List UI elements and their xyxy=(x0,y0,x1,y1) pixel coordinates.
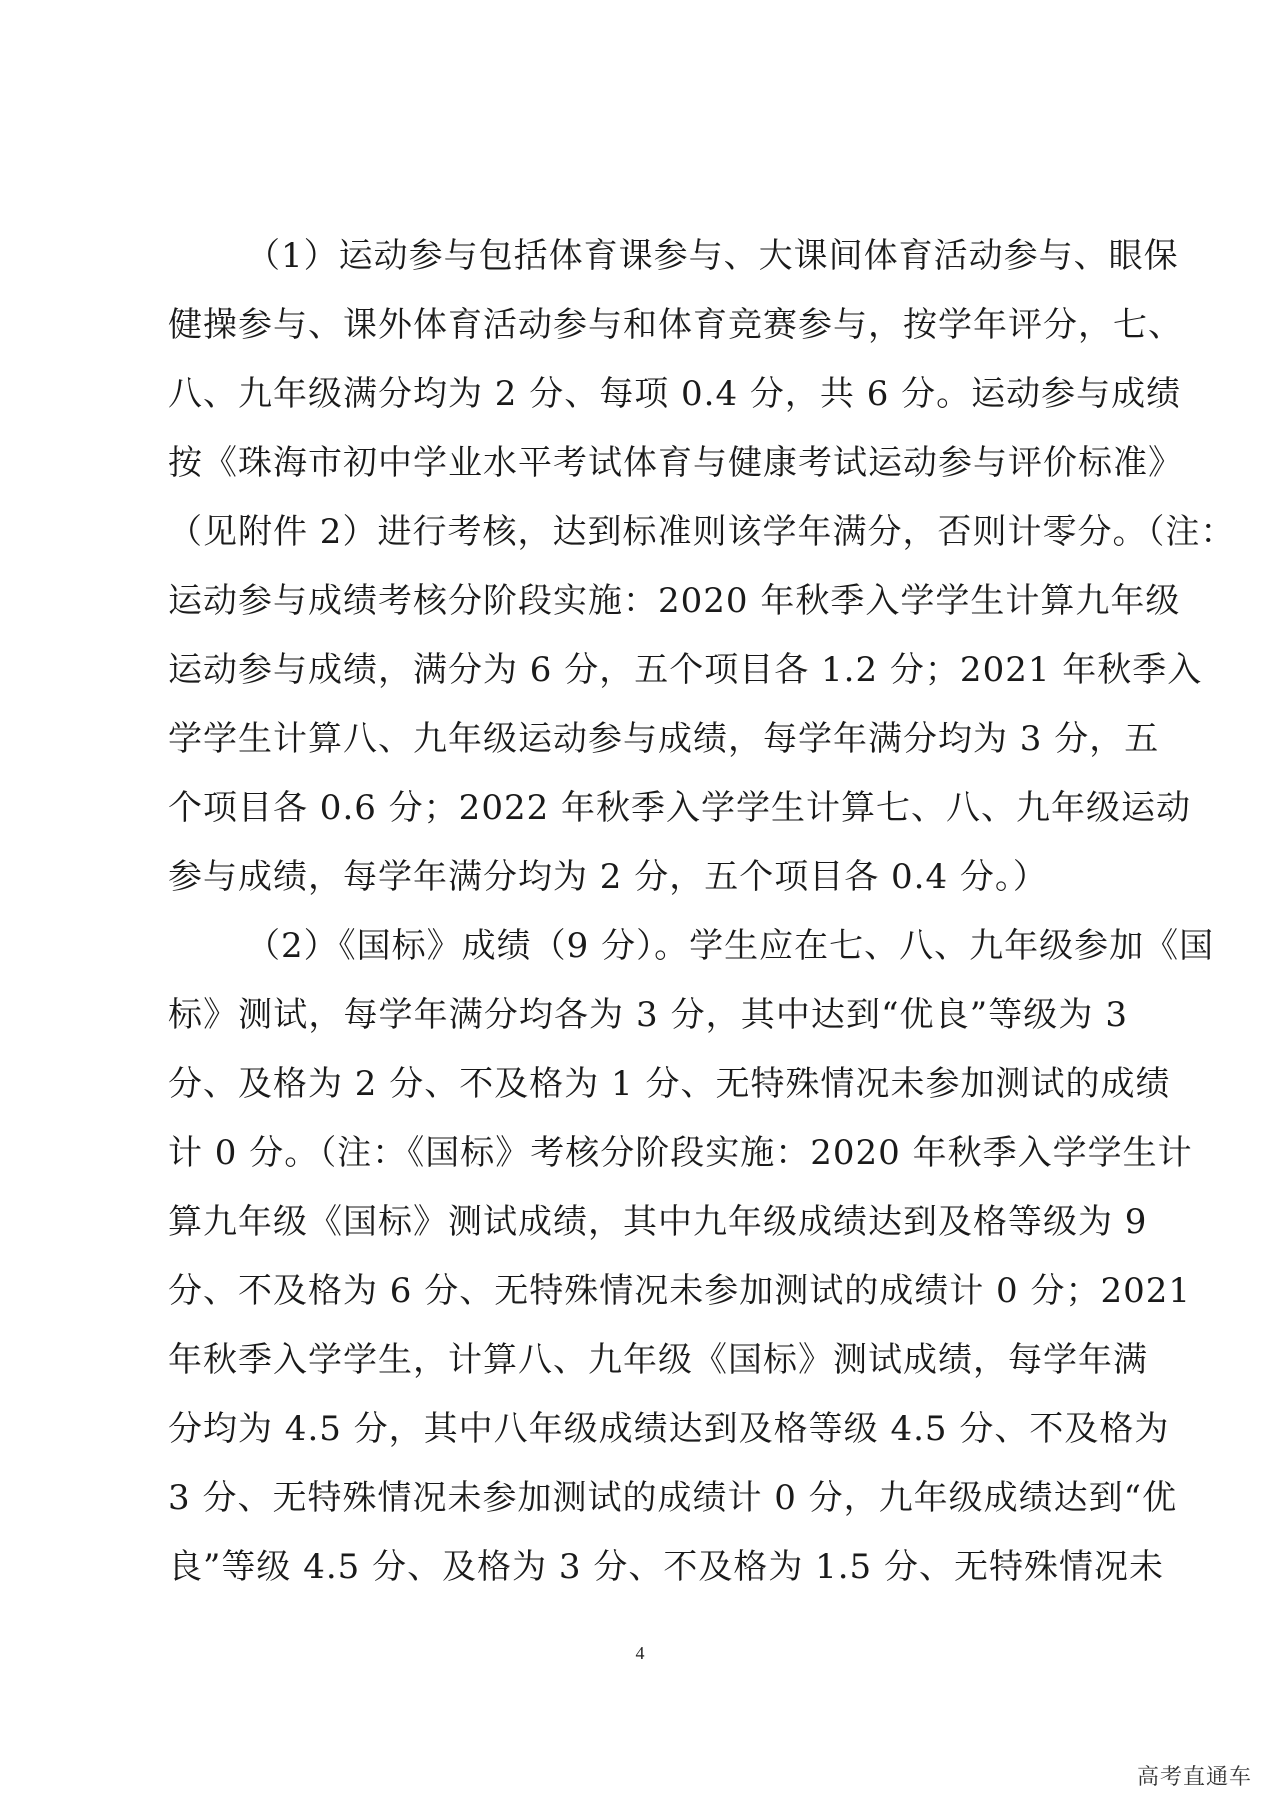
paragraph-2-line: （2）《国标》成绩（9 分）。学生应在七、八、九年级参加《国 xyxy=(246,926,1215,966)
paragraph-1-line: 个项目各 0.6 分；2022 年秋季入学学生计算七、八、九年级运动 xyxy=(168,788,1192,828)
paragraph-1-line: （见附件 2）进行考核，达到标准则该学年满分，否则计零分。（注： xyxy=(168,512,1236,552)
paragraph-2-line: 3 分、无特殊情况未参加测试的成绩计 0 分，九年级成绩达到“优 xyxy=(168,1478,1178,1518)
paragraph-1-line: 参与成绩，每学年满分均为 2 分，五个项目各 0.4 分。） xyxy=(168,857,1048,897)
paragraph-1-line: 运动参与成绩，满分为 6 分，五个项目各 1.2 分；2021 年秋季入 xyxy=(168,650,1203,690)
paragraph-2-line: 分、不及格为 6 分、无特殊情况未参加测试的成绩计 0 分；2021 xyxy=(168,1271,1192,1311)
paragraph-1-line: 按《珠海市初中学业水平考试体育与健康考试运动参与评价标准》 xyxy=(168,443,1183,483)
paragraph-2-line: 分均为 4.5 分，其中八年级成绩达到及格等级 4.5 分、不及格为 xyxy=(168,1409,1170,1449)
paragraph-2-line: 分、及格为 2 分、不及格为 1 分、无特殊情况未参加测试的成绩 xyxy=(168,1064,1171,1104)
paragraph-2-line: 标》测试，每学年满分均各为 3 分，其中达到“优良”等级为 3 xyxy=(168,995,1128,1035)
paragraph-1-line: 运动参与成绩考核分阶段实施：2020 年秋季入学学生计算九年级 xyxy=(168,581,1181,621)
page-number: 4 xyxy=(635,1643,645,1663)
watermark-text: 高考直通车 xyxy=(1136,1765,1252,1790)
paragraph-2-line: 年秋季入学学生，计算八、九年级《国标》测试成绩，每学年满 xyxy=(168,1340,1148,1380)
paragraph-1-line: （1）运动参与包括体育课参与、大课间体育活动参与、眼保 xyxy=(246,236,1179,276)
paragraph-1-line: 健操参与、课外体育活动参与和体育竞赛参与，按学年评分，七、 xyxy=(168,305,1183,345)
paragraph-1-line: 八、九年级满分均为 2 分、每项 0.4 分，共 6 分。运动参与成绩 xyxy=(168,374,1182,414)
paragraph-2-line: 算九年级《国标》测试成绩，其中九年级成绩达到及格等级为 9 xyxy=(168,1202,1148,1242)
paragraph-1-line: 学学生计算八、九年级运动参与成绩，每学年满分均为 3 分，五 xyxy=(168,719,1160,759)
body-text xyxy=(168,222,1236,1602)
paragraph-2-line: 良”等级 4.5 分、及格为 3 分、不及格为 1.5 分、无特殊情况未 xyxy=(168,1547,1165,1587)
paragraph-2-line: 计 0 分。（注：《国标》考核分阶段实施：2020 年秋季入学学生计 xyxy=(168,1133,1193,1173)
